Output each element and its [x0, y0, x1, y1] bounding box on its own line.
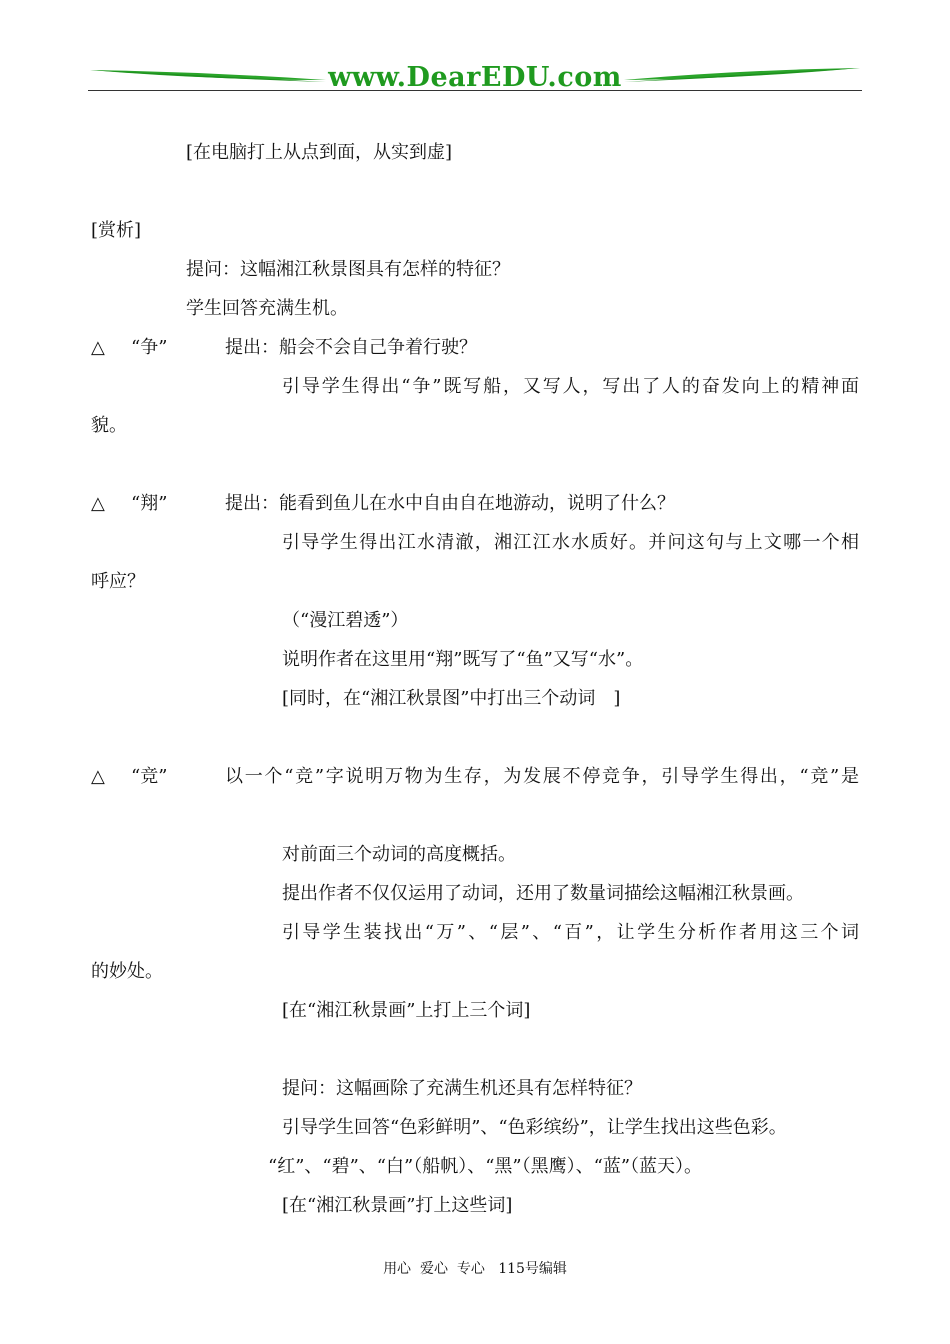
text-line: 引导学生得出“争”既写船，又写人，写出了人的奋发向上的精神面 — [282, 376, 859, 397]
text-line: [在电脑打上从点到面，从实到虚] — [186, 142, 453, 163]
text-line: 提出：船会不会自己争着行驶？ — [225, 337, 477, 358]
text-line: [同时，在“湘江秋景图”中打出三个动词 ] — [282, 688, 621, 709]
triangle-marker: △ — [91, 337, 105, 358]
text-line: 引导学生装找出“万”、“层”、“百”，让学生分析作者用这三个词 — [282, 922, 859, 943]
text-line: 学生回答充满生机。 — [186, 298, 348, 319]
header-divider — [88, 90, 862, 91]
text-line: 呼应？ — [91, 571, 145, 592]
text-line: 的妙处。 — [91, 961, 163, 982]
site-logo[interactable]: www.DearEDU.com — [328, 62, 622, 93]
keyword-label: “争” — [131, 337, 168, 358]
triangle-marker: △ — [91, 766, 105, 787]
page-header — [88, 58, 862, 98]
text-line: [在“湘江秋景画”上打上三个词] — [282, 1000, 531, 1021]
page-footer: 用心 爱心 专心 115号编辑 — [383, 1261, 567, 1277]
text-line: 对前面三个动词的高度概括。 — [282, 844, 516, 865]
text-line: 提出作者不仅仅运用了动词，还用了数量词描绘这幅湘江秋景画。 — [282, 883, 804, 904]
text-line: （“漫江碧透”） — [282, 610, 409, 631]
text-line: 提问：这幅画除了充满生机还具有怎样特征？ — [282, 1078, 642, 1099]
triangle-marker: △ — [91, 493, 105, 514]
text-line: 说明作者在这里用“翔”既写了“鱼”又写“水”。 — [282, 649, 644, 670]
text-line: [在“湘江秋景画”打上这些词] — [282, 1195, 513, 1216]
text-line: 引导学生回答“色彩鲜明”、“色彩缤纷”，让学生找出这些色彩。 — [282, 1117, 787, 1138]
section-heading: [赏析] — [91, 220, 142, 241]
keyword-label: “竞” — [131, 766, 168, 787]
text-line: 以一个“竞”字说明万物为生存，为发展不停竞争，引导学生得出，“竞”是 — [225, 766, 859, 787]
keyword-label: “翔” — [131, 493, 168, 514]
text-line: 引导学生得出江水清澈，湘江江水水质好。并问这句与上文哪一个相 — [282, 532, 859, 553]
text-line: 貌。 — [91, 415, 127, 436]
text-line: 提出：能看到鱼儿在水中自由自在地游动，说明了什么？ — [225, 493, 675, 514]
text-line: 提问：这幅湘江秋景图具有怎样的特征？ — [186, 259, 510, 280]
text-line: “红”、“碧”、“白”（船帆）、“黑”（黑鹰）、“蓝”（蓝天）。 — [268, 1156, 703, 1177]
